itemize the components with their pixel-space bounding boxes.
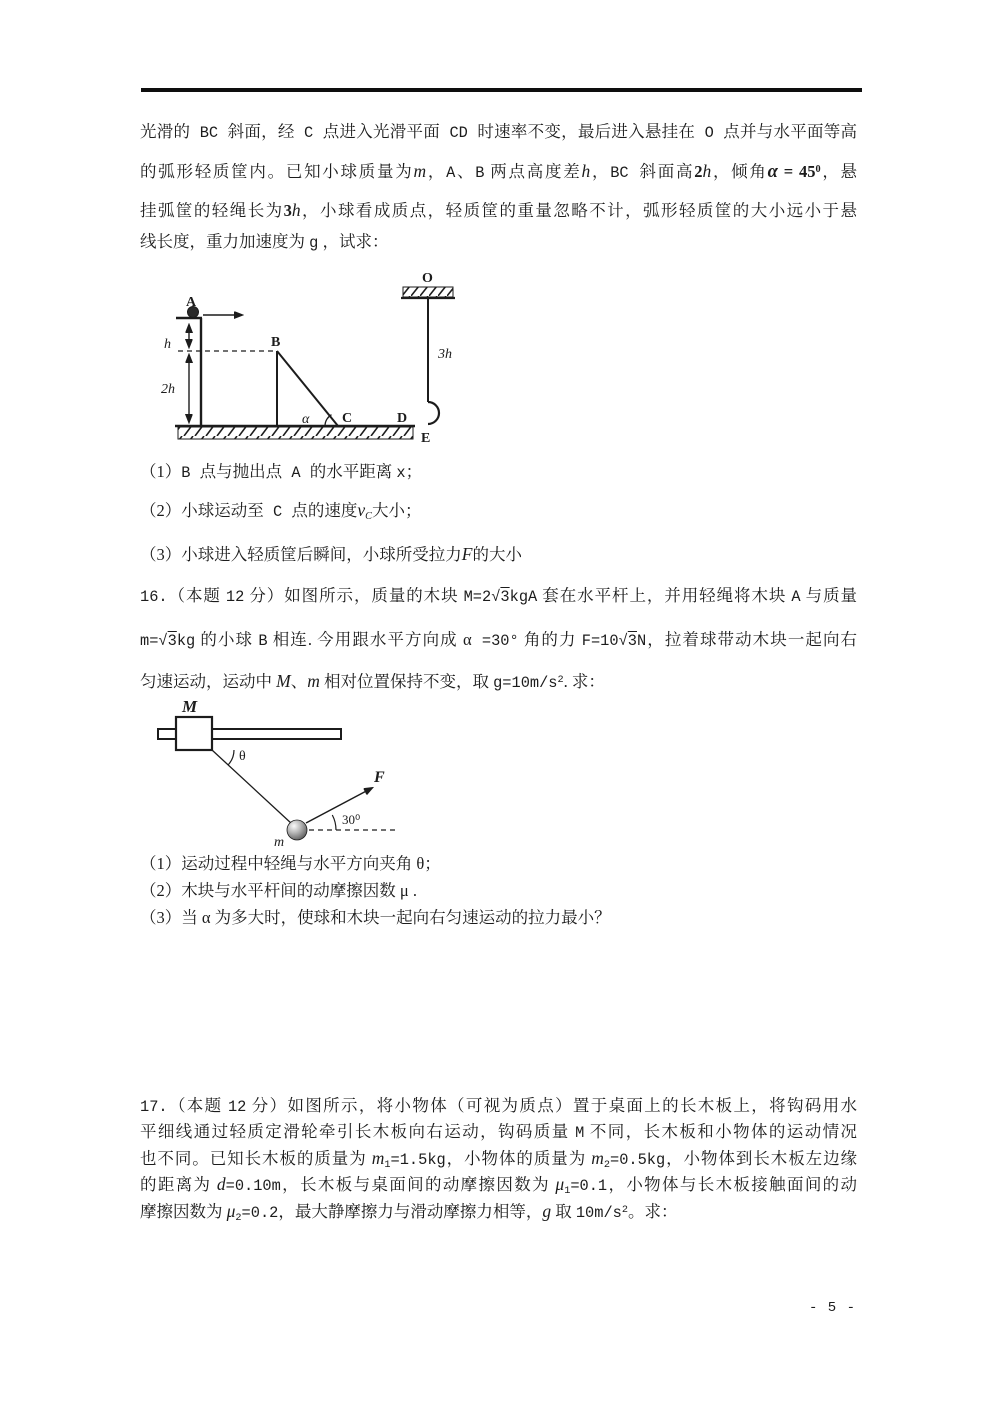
text-segment: 2 [557,674,564,686]
text-segment: ，试求： [318,232,389,251]
q16-para-line-1 [140,584,857,609]
text-segment: 分）如图所示，质量的木块 [244,586,464,605]
text-segment: M=2 [463,588,492,606]
text-segment: 点的速度 [291,501,358,520]
text-segment: 12 [225,588,245,606]
projectile-incline-diagram [150,256,485,456]
text-segment: ，小物体到长木板左边缘 [665,1149,858,1168]
text-segment: 相连. 今用跟水平方向成 [267,630,463,649]
block-rod-ball-diagram [146,696,466,858]
text-segment: . 求： [563,672,605,692]
text-segment: v [357,500,366,520]
q16-item-3 [140,906,857,930]
label-2h: 2h [161,382,175,397]
text-segment: 2 [603,1159,611,1172]
text-segment: M [276,671,291,692]
text-segment: 2 [694,162,703,182]
text-segment: （2）木块与水平杆间的动摩擦因数 [140,881,400,900]
q15-item-1 [140,460,857,485]
text-segment: h [291,200,301,220]
text-segment: ； [405,462,423,481]
q15-item-2 [140,498,857,529]
label-D: D [397,411,408,426]
text-segment: α [767,161,778,182]
q16-para-line-3 [140,668,857,695]
text-segment: 、 [455,162,476,182]
ground-hatching [178,427,413,439]
q15-para-line-3 [140,198,857,223]
text-segment: 的小球 [195,630,259,649]
text-segment: ， [426,162,447,182]
text-segment: F [461,544,473,564]
label-30deg: 30⁰ [342,812,361,827]
text-segment: √ [618,632,628,650]
text-segment: 平细线通过轻质定滑轮牵引长木板向右运动，钩码质量 [140,1122,576,1141]
text-segment: =30° [471,632,519,650]
text-segment: =0.2 [241,1204,279,1223]
text-segment: ； [424,854,441,873]
text-segment: 时速率不变，最后进入悬挂在 [477,122,696,141]
text-segment: （本题 [167,1096,228,1115]
text-segment: 取 [551,1202,576,1222]
text-segment: d [216,1174,226,1194]
label-3h: 3h [438,347,452,362]
text-segment: 3 [283,201,292,220]
text-segment: N [636,632,647,650]
text-segment: . [408,881,417,900]
text-segment: g=10m/s [493,674,558,693]
text-segment: A [282,464,310,482]
text-segment: 斜面高 [639,162,695,182]
text-segment: 的距离为 [140,1175,217,1194]
label-theta: θ [239,749,246,764]
text-segment: 摩擦因数为 [140,1202,227,1222]
text-segment: 分）如图所示，将小物体（可视为质点）置于桌面上的长木板上，将钩码用水 [246,1096,858,1115]
text-segment: 也不同。已知长木板的质量为 [140,1149,372,1168]
text-segment: 3 [167,632,177,650]
text-segment: （2）小球运动至 [140,501,264,520]
label-O: O [422,271,433,286]
q15-para-line-1 [140,120,857,145]
force-arrow-F [306,788,372,823]
text-segment: 2 [621,1204,628,1216]
text-segment: 点与抛出点 [199,462,283,481]
text-segment: =1.5kg [390,1151,446,1169]
text-segment: kgA [509,588,538,606]
text-segment: 、 [290,672,308,692]
text-segment: m [307,671,320,692]
q15-para-line-2 [140,158,857,185]
text-segment: M [575,1124,585,1142]
text-segment: 16. [140,588,168,606]
text-segment: 3 [500,588,510,606]
text-segment: =0.5kg [610,1151,666,1169]
text-segment: α [201,908,211,927]
text-segment: ，悬 [820,162,858,182]
text-segment: 套在水平杆上，并用轻绳将木块 [537,586,792,605]
label-E: E [421,431,431,446]
label-B: B [271,335,281,350]
text-segment: 1 [564,1185,571,1198]
text-segment: θ [416,854,425,873]
text-segment: ，小物体的质量为 [445,1149,592,1168]
text-segment: 大小； [371,501,422,520]
text-segment: 与质量 [800,586,858,605]
text-segment: F=10 [581,632,619,650]
text-segment: 点进入光滑平面 [322,122,440,141]
text-segment: A [791,588,801,606]
label-F: F [374,769,385,786]
text-segment: 不同，长木板和小物体的运动情况 [584,1122,858,1141]
text-segment: ，倾角 [711,162,768,182]
text-segment: 为多大时，使球和木块一起向右匀速运动的拉力最小？ [210,908,611,927]
text-segment: ，小物体与长木板接触面间的动 [607,1175,858,1194]
text-segment: 2 [235,1212,242,1225]
text-segment: （1）运动过程中轻绳与水平方向夹角 [140,854,417,873]
text-segment: = 45 [777,162,816,182]
angle-arc-30 [332,815,336,830]
label-m: m [274,835,285,850]
rope [212,750,292,824]
label-M: M [182,697,198,716]
q17-para-line-5 [140,1198,857,1230]
text-segment: 挂弧筐的轻绳长为 [140,201,284,220]
q16-item-1 [140,852,857,876]
text-segment: （1） [140,462,182,481]
label-C: C [342,411,353,426]
basket-hook [428,402,439,424]
label-alpha: α [302,412,310,427]
text-segment: 两点高度差 [484,162,582,182]
text-segment: m [371,1148,385,1168]
text-segment: ，长木板与桌面间的动摩擦因数为 [280,1175,556,1194]
text-segment: g [542,1201,552,1222]
q16-para-line-2 [140,628,857,653]
text-segment: 10m/s [575,1204,622,1223]
text-segment: B [181,464,200,482]
text-segment: BC [190,124,228,142]
text-segment: 12 [227,1098,247,1116]
text-segment: h [581,161,591,182]
text-segment: C [294,124,323,142]
text-segment: 点并与水平面等高 [723,122,858,141]
q15-item-3 [140,542,857,567]
text-segment: （本题 [167,586,226,605]
block-M [176,717,212,750]
text-segment: m [591,1148,604,1168]
text-segment: 斜面，经 [227,122,295,141]
text-segment: 的弧形轻质筐内。已知小球质量为 [140,162,414,182]
text-segment: ，最大静摩擦力与滑动摩擦力相等， [278,1202,543,1222]
angle-arc-theta [228,750,234,765]
text-segment: 17. [140,1098,168,1116]
q15-para-line-4 [140,230,857,255]
text-segment: h [702,161,712,182]
text-segment: m= [140,632,159,650]
text-segment: 。求： [627,1202,678,1222]
page-number: - 5 - [808,1300,856,1316]
text-segment: =0.10m [225,1177,281,1195]
text-segment: BC [610,164,640,183]
text-segment: √ [158,632,168,650]
q17-para-line-1 [140,1094,857,1119]
text-segment: ，小球看成质点，轻质筐的重量忽略不计，弧形轻质筐的大小远小于悬 [300,201,858,220]
text-segment: 1 [384,1159,391,1172]
text-segment: O [695,124,724,142]
text-segment: 3 [627,632,637,650]
q17-para-line-2 [140,1120,857,1145]
text-segment: x [396,464,406,482]
text-segment: 线长度，重力加速度为 [140,232,310,251]
text-segment: α [462,630,472,649]
text-segment: ， [590,162,611,182]
text-segment: 0 [815,164,821,175]
label-h: h [164,337,171,352]
text-segment: μ [555,1174,565,1194]
text-segment: ，拉着球带动木块一起向右 [646,630,858,649]
text-segment: 的水平距离 [309,462,397,481]
text-segment: （3）当 [140,908,202,927]
text-segment: A [446,164,456,183]
text-segment: μ [399,881,409,900]
text-segment: B [475,164,485,183]
ceiling-hatching [403,287,453,297]
text-segment: B [258,632,268,650]
label-A: A [186,295,197,310]
text-segment: CD [440,124,478,142]
text-segment: kg [176,632,196,650]
text-segment: （3）小球进入轻质筐后瞬间，小球所受拉力 [140,545,462,564]
text-segment: 角的力 [518,630,582,649]
text-segment: =0.1 [570,1177,608,1195]
text-segment: 相对位置保持不变，取 [319,672,494,692]
text-segment: m [413,161,427,182]
text-segment: 光滑的 [140,122,191,141]
text-segment: 匀速运动，运动中 [140,672,277,692]
text-segment: √ [491,588,501,606]
text-segment: 的大小 [472,545,522,564]
text-segment: g [309,234,319,252]
q16-item-2 [140,879,857,903]
text-segment: μ [226,1201,236,1222]
text-segment: C [263,503,292,521]
ball-m [287,820,307,840]
header-rule [141,88,862,92]
text-segment: C [365,511,372,523]
